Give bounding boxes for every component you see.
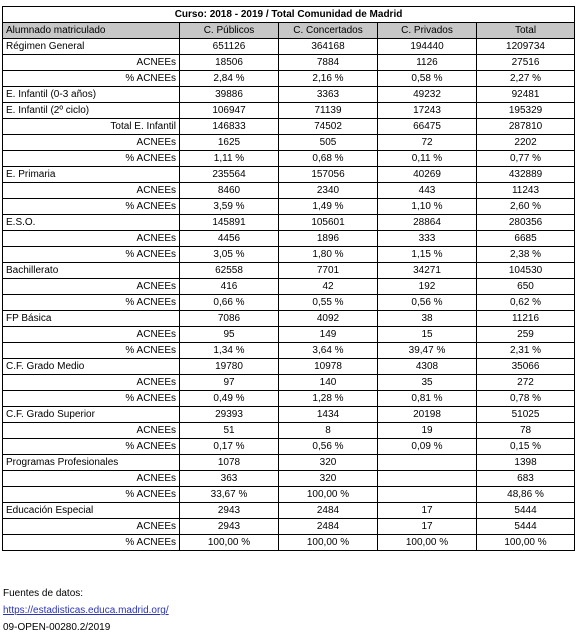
row-label: Régimen General — [3, 39, 180, 55]
cell-concertados: 10978 — [279, 359, 378, 375]
document-code: 09-OPEN-00280.2/2019 — [3, 622, 111, 633]
cell-total: 104530 — [477, 263, 575, 279]
row-label: E. Infantil (2º ciclo) — [3, 103, 180, 119]
cell-publicos: 416 — [180, 279, 279, 295]
row-label: ACNEEs — [3, 279, 180, 295]
cell-publicos: 651126 — [180, 39, 279, 55]
cell-privados: 194440 — [378, 39, 477, 55]
row-label: % ACNEEs — [3, 295, 180, 311]
table-row — [3, 183, 575, 199]
table-row — [3, 263, 575, 279]
cell-privados: 35 — [378, 375, 477, 391]
table-row — [3, 439, 575, 455]
cell-publicos: 2943 — [180, 519, 279, 535]
row-label: % ACNEEs — [3, 487, 180, 503]
table-row — [3, 295, 575, 311]
cell-total: 1209734 — [477, 39, 575, 55]
cell-publicos: 235564 — [180, 167, 279, 183]
cell-publicos: 0,66 % — [180, 295, 279, 311]
cell-concertados: 2340 — [279, 183, 378, 199]
cell-concertados: 320 — [279, 455, 378, 471]
row-label: % ACNEEs — [3, 247, 180, 263]
cell-total: 2,31 % — [477, 343, 575, 359]
cell-total: 11243 — [477, 183, 575, 199]
cell-total: 11216 — [477, 311, 575, 327]
cell-concertados: 100,00 % — [279, 487, 378, 503]
cell-concertados: 3363 — [279, 87, 378, 103]
cell-total: 259 — [477, 327, 575, 343]
cell-publicos: 18506 — [180, 55, 279, 71]
row-label: ACNEEs — [3, 471, 180, 487]
cell-privados: 72 — [378, 135, 477, 151]
cell-total: 51025 — [477, 407, 575, 423]
cell-concertados: 1434 — [279, 407, 378, 423]
cell-concertados: 0,55 % — [279, 295, 378, 311]
cell-publicos: 51 — [180, 423, 279, 439]
row-label: Educación Especial — [3, 503, 180, 519]
cell-total: 280356 — [477, 215, 575, 231]
table-row — [3, 167, 575, 183]
cell-publicos: 3,59 % — [180, 199, 279, 215]
cell-publicos: 145891 — [180, 215, 279, 231]
cell-privados: 4308 — [378, 359, 477, 375]
cell-publicos: 29393 — [180, 407, 279, 423]
cell-publicos: 33,67 % — [180, 487, 279, 503]
cell-total: 432889 — [477, 167, 575, 183]
cell-privados: 17243 — [378, 103, 477, 119]
cell-total: 2,38 % — [477, 247, 575, 263]
cell-privados: 1,15 % — [378, 247, 477, 263]
cell-concertados: 0,68 % — [279, 151, 378, 167]
row-label: % ACNEEs — [3, 391, 180, 407]
cell-total: 0,62 % — [477, 295, 575, 311]
cell-total: 27516 — [477, 55, 575, 71]
enrollment-table — [2, 6, 575, 551]
row-label: C.F. Grado Medio — [3, 359, 180, 375]
cell-publicos: 95 — [180, 327, 279, 343]
row-label: ACNEEs — [3, 231, 180, 247]
cell-privados: 15 — [378, 327, 477, 343]
cell-publicos: 100,00 % — [180, 535, 279, 551]
cell-privados: 333 — [378, 231, 477, 247]
cell-publicos: 363 — [180, 471, 279, 487]
sources-link-wrap — [3, 604, 169, 617]
cell-total: 287810 — [477, 119, 575, 135]
table-row — [3, 71, 575, 87]
row-label: ACNEEs — [3, 55, 180, 71]
cell-privados: 0,56 % — [378, 295, 477, 311]
cell-publicos: 146833 — [180, 119, 279, 135]
cell-publicos: 1,34 % — [180, 343, 279, 359]
cell-concertados: 157056 — [279, 167, 378, 183]
cell-publicos: 3,05 % — [180, 247, 279, 263]
table-row — [3, 135, 575, 151]
row-label: % ACNEEs — [3, 71, 180, 87]
cell-privados: 0,81 % — [378, 391, 477, 407]
cell-privados: 1126 — [378, 55, 477, 71]
cell-publicos: 7086 — [180, 311, 279, 327]
cell-privados: 39,47 % — [378, 343, 477, 359]
table-row — [3, 199, 575, 215]
row-label: Programas Profesionales — [3, 455, 180, 471]
cell-concertados: 1,28 % — [279, 391, 378, 407]
cell-concertados: 2484 — [279, 503, 378, 519]
cell-publicos: 19780 — [180, 359, 279, 375]
cell-concertados: 140 — [279, 375, 378, 391]
cell-concertados: 1896 — [279, 231, 378, 247]
cell-concertados: 74502 — [279, 119, 378, 135]
table-row — [3, 55, 575, 71]
cell-privados: 20198 — [378, 407, 477, 423]
table-row — [3, 87, 575, 103]
cell-total: 5444 — [477, 503, 575, 519]
cell-concertados: 1,80 % — [279, 247, 378, 263]
row-label: E.S.O. — [3, 215, 180, 231]
cell-total: 100,00 % — [477, 535, 575, 551]
cell-total: 0,78 % — [477, 391, 575, 407]
row-label: ACNEEs — [3, 183, 180, 199]
cell-publicos: 2,84 % — [180, 71, 279, 87]
cell-total: 195329 — [477, 103, 575, 119]
cell-total: 2202 — [477, 135, 575, 151]
table-title: Curso: 2018 - 2019 / Total Comunidad de Madrid — [3, 7, 575, 23]
cell-publicos: 1625 — [180, 135, 279, 151]
cell-concertados: 105601 — [279, 215, 378, 231]
cell-publicos: 1078 — [180, 455, 279, 471]
table-row — [3, 471, 575, 487]
table-row — [3, 343, 575, 359]
row-label: ACNEEs — [3, 423, 180, 439]
cell-total: 2,60 % — [477, 199, 575, 215]
cell-privados: 38 — [378, 311, 477, 327]
cell-concertados: 100,00 % — [279, 535, 378, 551]
cell-privados — [378, 455, 477, 471]
header-privados: C. Privados — [378, 23, 477, 39]
cell-privados: 40269 — [378, 167, 477, 183]
table-row — [3, 279, 575, 295]
table-row — [3, 535, 575, 551]
cell-total: 92481 — [477, 87, 575, 103]
cell-concertados: 2484 — [279, 519, 378, 535]
header-publicos: C. Públicos — [180, 23, 279, 39]
cell-privados: 17 — [378, 503, 477, 519]
row-label: E. Infantil (0-3 años) — [3, 87, 180, 103]
table-row — [3, 407, 575, 423]
cell-concertados: 42 — [279, 279, 378, 295]
row-label: ACNEEs — [3, 375, 180, 391]
cell-concertados: 149 — [279, 327, 378, 343]
cell-publicos: 62558 — [180, 263, 279, 279]
table-row — [3, 391, 575, 407]
cell-publicos: 0,17 % — [180, 439, 279, 455]
row-label: % ACNEEs — [3, 199, 180, 215]
row-label: FP Básica — [3, 311, 180, 327]
cell-concertados: 505 — [279, 135, 378, 151]
row-label: % ACNEEs — [3, 439, 180, 455]
table-row — [3, 455, 575, 471]
cell-privados: 0,58 % — [378, 71, 477, 87]
cell-total: 272 — [477, 375, 575, 391]
table-row — [3, 519, 575, 535]
cell-privados: 443 — [378, 183, 477, 199]
cell-concertados: 8 — [279, 423, 378, 439]
table-row — [3, 487, 575, 503]
cell-publicos: 106947 — [180, 103, 279, 119]
cell-publicos: 97 — [180, 375, 279, 391]
cell-total: 650 — [477, 279, 575, 295]
row-label: Total E. Infantil — [3, 119, 180, 135]
row-label: ACNEEs — [3, 327, 180, 343]
cell-total: 2,27 % — [477, 71, 575, 87]
row-label: ACNEEs — [3, 135, 180, 151]
row-label: % ACNEEs — [3, 151, 180, 167]
cell-privados — [378, 471, 477, 487]
cell-publicos: 4456 — [180, 231, 279, 247]
cell-publicos: 1,11 % — [180, 151, 279, 167]
cell-privados — [378, 487, 477, 503]
table-row — [3, 327, 575, 343]
row-label: E. Primaria — [3, 167, 180, 183]
table-row — [3, 231, 575, 247]
cell-publicos: 0,49 % — [180, 391, 279, 407]
cell-privados: 192 — [378, 279, 477, 295]
cell-concertados: 2,16 % — [279, 71, 378, 87]
cell-total: 78 — [477, 423, 575, 439]
cell-total: 48,86 % — [477, 487, 575, 503]
cell-privados: 0,09 % — [378, 439, 477, 455]
table-row — [3, 247, 575, 263]
cell-concertados: 0,56 % — [279, 439, 378, 455]
row-label: ACNEEs — [3, 519, 180, 535]
cell-total: 683 — [477, 471, 575, 487]
table-row — [3, 151, 575, 167]
cell-concertados: 7701 — [279, 263, 378, 279]
row-label: Bachillerato — [3, 263, 180, 279]
cell-concertados: 3,64 % — [279, 343, 378, 359]
row-label: C.F. Grado Superior — [3, 407, 180, 423]
cell-total: 0,15 % — [477, 439, 575, 455]
cell-concertados: 7884 — [279, 55, 378, 71]
header-total: Total — [477, 23, 575, 39]
cell-total: 6685 — [477, 231, 575, 247]
row-label: % ACNEEs — [3, 535, 180, 551]
cell-privados: 100,00 % — [378, 535, 477, 551]
cell-publicos: 39886 — [180, 87, 279, 103]
table-row — [3, 311, 575, 327]
row-label: % ACNEEs — [3, 343, 180, 359]
cell-privados: 28864 — [378, 215, 477, 231]
table-row — [3, 103, 575, 119]
cell-privados: 34271 — [378, 263, 477, 279]
cell-concertados: 364168 — [279, 39, 378, 55]
cell-privados: 66475 — [378, 119, 477, 135]
cell-privados: 17 — [378, 519, 477, 535]
cell-total: 5444 — [477, 519, 575, 535]
cell-concertados: 1,49 % — [279, 199, 378, 215]
header-row — [3, 23, 575, 39]
cell-publicos: 8460 — [180, 183, 279, 199]
table-row — [3, 39, 575, 55]
sources-link[interactable]: https://estadisticas.educa.madrid.org/ — [3, 605, 169, 616]
cell-concertados: 320 — [279, 471, 378, 487]
table-row — [3, 215, 575, 231]
header-concertados: C. Concertados — [279, 23, 378, 39]
cell-total: 35066 — [477, 359, 575, 375]
cell-total: 0,77 % — [477, 151, 575, 167]
cell-privados: 19 — [378, 423, 477, 439]
cell-concertados: 71139 — [279, 103, 378, 119]
table-row — [3, 503, 575, 519]
cell-concertados: 4092 — [279, 311, 378, 327]
table-row — [3, 119, 575, 135]
sources-label: Fuentes de datos: — [3, 588, 84, 599]
cell-privados: 1,10 % — [378, 199, 477, 215]
cell-privados: 49232 — [378, 87, 477, 103]
table-row — [3, 375, 575, 391]
table-row — [3, 423, 575, 439]
cell-publicos: 2943 — [180, 503, 279, 519]
cell-privados: 0,11 % — [378, 151, 477, 167]
header-label: Alumnado matriculado — [3, 23, 180, 39]
cell-total: 1398 — [477, 455, 575, 471]
table-row — [3, 359, 575, 375]
